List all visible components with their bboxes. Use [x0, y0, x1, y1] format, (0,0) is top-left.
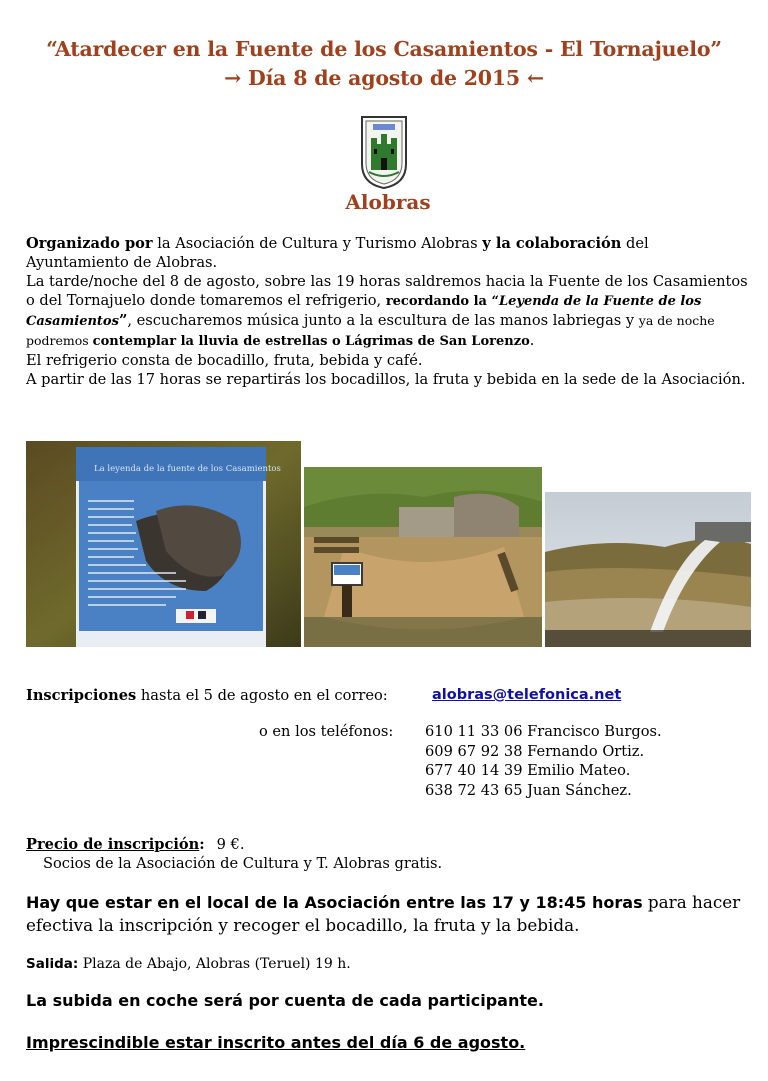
intro-paragraph	[26, 234, 756, 389]
town-name: Alobras	[345, 190, 431, 214]
salida-text: Plaza de Abajo, Alobras (Teruel) 19 h.	[78, 956, 351, 972]
inscripciones-line	[26, 686, 388, 705]
socios-text: Socios de la Asociación de Cultura y T. Alobras gratis.	[43, 855, 443, 872]
precio-line	[26, 835, 244, 854]
close-quote: ”	[118, 312, 128, 329]
asociacion-text: la Asociación de Cultura y Turismo Alobras	[152, 235, 483, 252]
phone-list	[425, 722, 662, 801]
hay-que-rest: para hacer efectiva la inscripción y recoger el bocadillo, la fruta y la bebida.	[26, 892, 741, 935]
salida-label: Salida:	[26, 956, 79, 972]
inscripciones-text: hasta el 5 de agosto en el correo:	[136, 687, 388, 704]
reparto-text: A partir de las 17 horas se repartirás los bocadillos, la fruta y bebida en la sede de la Asociación.	[26, 371, 746, 388]
water-spout-photo	[545, 492, 751, 647]
hay-que-bold: Hay que estar en el local de la Asociación entre las 17 y 18:45 horas	[26, 893, 643, 912]
colaboracion-label: y la colaboración	[482, 235, 622, 252]
period: .	[529, 332, 535, 349]
lluvia-estrellas-text: contemplar la lluvia de estrellas o Lágrimas de San Lorenzo	[92, 334, 530, 349]
organizado-label: Organizado por	[26, 235, 153, 252]
page-title: “Atardecer en la Fuente de los Casamientos - El Tornajuelo”	[46, 37, 722, 61]
imprescindible-text: Imprescindible estar inscrito antes del día 6 de agosto.	[26, 1033, 526, 1052]
town-crest-icon	[359, 114, 409, 190]
telefonos-label: o en los teléfonos:	[259, 723, 394, 740]
legend-panel-photo	[26, 441, 301, 647]
email-link[interactable]: alobras@telefonica.net	[432, 687, 622, 703]
fountain-site-photo	[304, 467, 542, 647]
refrigerio-text: El refrigerio consta de bocadillo, fruta, bebida y café.	[26, 352, 423, 369]
hay-que-paragraph	[26, 891, 756, 936]
precio-colon: :	[199, 836, 205, 853]
precio-label: Precio de inscripción	[26, 836, 200, 853]
phone-item: 610 11 33 06 Francisco Burgos.	[425, 723, 662, 740]
panel-title: La leyenda de la fuente de los Casamientos	[94, 464, 281, 474]
tarde-text: La tarde/noche del 8 de agosto, sobre las 19 horas saldremos hacia la Fuente de los Casamientos o del Tornajuelo donde tomaremos el refrigerio,	[26, 273, 748, 309]
noche-text: ya de noche podremos	[26, 313, 715, 348]
event-date: → Día 8 de agosto de 2015 ←	[224, 66, 544, 90]
phone-item: 677 40 14 39 Emilio Mateo.	[425, 762, 631, 780]
ayuntamiento-text: del Ayuntamiento de Alobras.	[26, 235, 649, 271]
inscripciones-label: Inscripciones	[26, 687, 137, 704]
musica-text: , escucharemos música junto a la escultura de las manos labriegas y	[127, 312, 639, 329]
phone-item: 609 67 92 38 Fernando Ortiz.	[425, 742, 645, 760]
salida-line	[26, 955, 351, 974]
subida-text: La subida en coche será por cuenta de cada participante.	[26, 991, 544, 1010]
phone-item: 638 72 43 65 Juan Sánchez.	[425, 782, 632, 800]
precio-value: 9 €.	[216, 836, 245, 853]
recordando-text: recordando la “	[385, 294, 499, 309]
leyenda-title: Leyenda de la Fuente de los Casamientos	[26, 294, 702, 329]
